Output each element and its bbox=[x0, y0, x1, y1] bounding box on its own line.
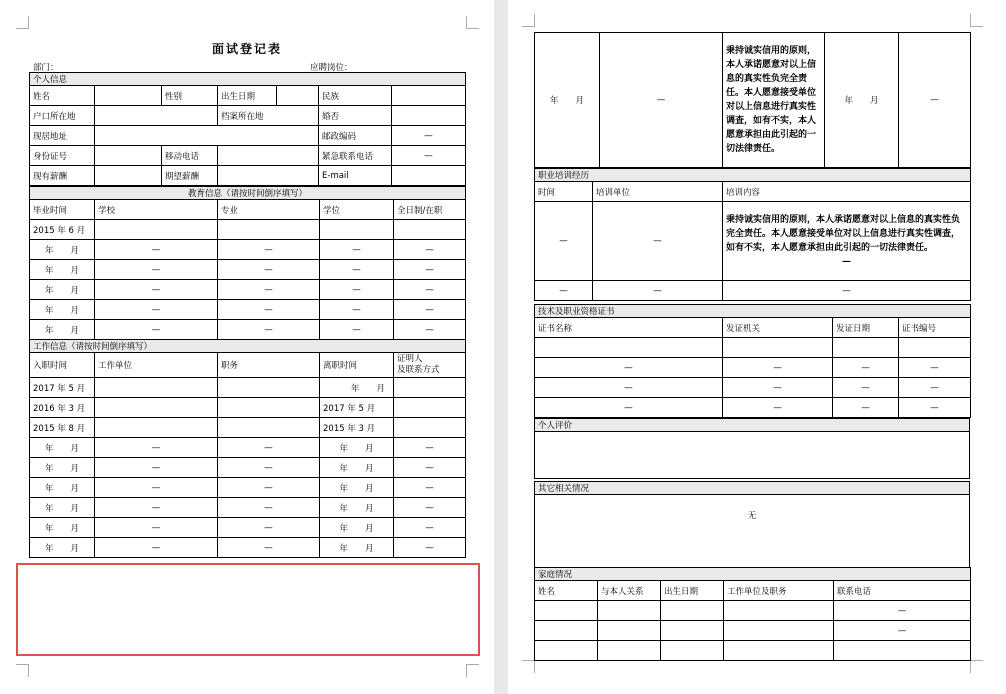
cell[interactable]: — bbox=[320, 260, 394, 280]
table-row bbox=[30, 498, 466, 518]
section-training: 职业培训经历 bbox=[535, 169, 971, 182]
cell[interactable] bbox=[95, 378, 218, 398]
cell[interactable]: — bbox=[833, 398, 899, 418]
cell[interactable]: 年 月 bbox=[30, 498, 95, 518]
section-personal-info: 个人信息 bbox=[30, 73, 466, 86]
cell[interactable]: — bbox=[394, 280, 466, 300]
label-file-location: 档案所在地 bbox=[218, 106, 319, 126]
pledge-text: 秉持诚实信用的原则，本人承诺愿意对以上信息的真实性负完全责任。本人愿意接受单位对以上信息进行真实性调查，如有不实，本人愿意承担由此引起的一切法律责任。 bbox=[723, 33, 825, 168]
field-name[interactable] bbox=[95, 86, 162, 106]
label-ethnicity: 民族 bbox=[319, 86, 392, 106]
cell[interactable]: — bbox=[394, 538, 466, 558]
header-cell: 培训单位 bbox=[593, 182, 723, 202]
cell[interactable] bbox=[724, 621, 834, 641]
cell[interactable] bbox=[834, 641, 971, 661]
cell[interactable]: — bbox=[218, 300, 320, 320]
header-cell: 学校 bbox=[95, 200, 218, 220]
cell[interactable]: 年 月 bbox=[30, 320, 95, 340]
crop-mark bbox=[16, 16, 29, 29]
table-row bbox=[30, 220, 466, 240]
pledge-dash: — bbox=[842, 257, 852, 267]
cell[interactable]: — bbox=[95, 538, 218, 558]
cell[interactable] bbox=[598, 641, 661, 661]
cell[interactable] bbox=[899, 338, 971, 358]
cell[interactable]: 2015 年 6 月 bbox=[30, 220, 95, 240]
cell[interactable]: — bbox=[394, 498, 466, 518]
cell[interactable]: — bbox=[95, 458, 218, 478]
table-row bbox=[30, 538, 466, 558]
pledge-cell bbox=[723, 202, 971, 281]
header-cell: 工作单位及职务 bbox=[724, 581, 834, 601]
cell[interactable]: 2017 年 5 月 bbox=[320, 398, 394, 418]
cell[interactable]: — bbox=[320, 300, 394, 320]
cell[interactable] bbox=[95, 398, 218, 418]
crop-mark bbox=[970, 660, 983, 673]
cell[interactable]: — bbox=[723, 281, 971, 301]
cell[interactable]: 2015 年 3 月 bbox=[320, 418, 394, 438]
field-email[interactable] bbox=[392, 166, 466, 186]
table-row bbox=[30, 378, 466, 398]
field-hukou[interactable] bbox=[95, 106, 218, 126]
header-cell: 入职时间 bbox=[30, 353, 95, 378]
cell[interactable]: — bbox=[218, 260, 320, 280]
cell[interactable]: — bbox=[833, 358, 899, 378]
header-cell: 发证机关 bbox=[723, 318, 833, 338]
field-expected-salary[interactable] bbox=[218, 166, 319, 186]
table-row bbox=[30, 438, 466, 458]
cell[interactable] bbox=[598, 621, 661, 641]
label-id-number: 身份证号 bbox=[30, 146, 95, 166]
field-ethnicity[interactable] bbox=[392, 86, 466, 106]
cell[interactable] bbox=[218, 378, 320, 398]
table-row bbox=[535, 338, 971, 358]
table-row bbox=[30, 398, 466, 418]
cell[interactable]: — bbox=[394, 300, 466, 320]
cell[interactable] bbox=[535, 641, 598, 661]
cell[interactable]: — bbox=[218, 240, 320, 260]
certificate-table bbox=[534, 304, 971, 418]
page-2 bbox=[508, 0, 1006, 694]
header-cell: 发证日期 bbox=[833, 318, 899, 338]
cell[interactable]: — bbox=[834, 621, 971, 641]
label-gender: 性别 bbox=[162, 86, 218, 106]
cell[interactable] bbox=[218, 398, 320, 418]
cell[interactable] bbox=[661, 641, 724, 661]
cell[interactable]: 年 月 bbox=[30, 240, 95, 260]
cell[interactable]: 年 月 bbox=[30, 538, 95, 558]
cell[interactable]: — bbox=[95, 438, 218, 458]
label-hukou: 户口所在地 bbox=[30, 106, 95, 126]
cell[interactable]: — bbox=[95, 260, 218, 280]
header-cell: 学位 bbox=[320, 200, 394, 220]
cell[interactable]: — bbox=[723, 398, 833, 418]
cell[interactable]: — bbox=[95, 280, 218, 300]
cell[interactable]: 年 月 bbox=[30, 300, 95, 320]
cell[interactable]: — bbox=[394, 438, 466, 458]
header-cell: 专业 bbox=[218, 200, 320, 220]
cell[interactable]: — bbox=[593, 281, 723, 301]
cell[interactable]: 年 月 bbox=[320, 458, 394, 478]
work-continuation-table bbox=[534, 32, 971, 168]
cell[interactable]: — bbox=[600, 33, 723, 168]
cell[interactable] bbox=[95, 220, 218, 240]
cell[interactable]: — bbox=[218, 478, 320, 498]
header-cell: 证书名称 bbox=[535, 318, 723, 338]
table-row bbox=[535, 378, 971, 398]
cell[interactable]: 2017 年 5 月 bbox=[30, 378, 95, 398]
cell[interactable]: — bbox=[535, 202, 593, 281]
crop-mark bbox=[522, 660, 535, 673]
cell[interactable]: — bbox=[218, 498, 320, 518]
header-cell: 毕业时间 bbox=[30, 200, 95, 220]
cell[interactable] bbox=[535, 338, 723, 358]
cell[interactable]: 年 月 bbox=[30, 280, 95, 300]
cell[interactable]: — bbox=[535, 358, 723, 378]
cell[interactable]: 年 月 bbox=[320, 438, 394, 458]
label-mobile: 移动电话 bbox=[162, 146, 218, 166]
cell[interactable]: 年 月 bbox=[320, 378, 394, 398]
table-row bbox=[30, 478, 466, 498]
cell[interactable] bbox=[723, 338, 833, 358]
table-row bbox=[30, 280, 466, 300]
table-row bbox=[30, 300, 466, 320]
cell[interactable]: 年 月 bbox=[320, 518, 394, 538]
field-emergency[interactable]: — bbox=[392, 146, 466, 166]
label-expected-salary: 期望薪酬 bbox=[162, 166, 218, 186]
cell[interactable] bbox=[320, 220, 394, 240]
page-1 bbox=[0, 0, 494, 694]
label-emergency: 紧急联系电话 bbox=[319, 146, 392, 166]
cell[interactable]: 年 月 bbox=[535, 33, 600, 168]
cell[interactable]: — bbox=[394, 240, 466, 260]
other-field[interactable]: 无 bbox=[535, 495, 970, 580]
table-row bbox=[535, 398, 971, 418]
cell[interactable] bbox=[661, 601, 724, 621]
cell[interactable]: — bbox=[899, 378, 971, 398]
cell[interactable]: 年 月 bbox=[30, 438, 95, 458]
cell[interactable]: — bbox=[218, 438, 320, 458]
form-title: 面试登记表 bbox=[211, 42, 282, 56]
field-address[interactable] bbox=[95, 126, 319, 146]
cell[interactable]: — bbox=[723, 358, 833, 378]
cell[interactable]: — bbox=[394, 518, 466, 538]
evaluation-table bbox=[534, 418, 970, 479]
crop-mark bbox=[522, 14, 535, 27]
header-cell: 与本人关系 bbox=[598, 581, 661, 601]
header-cell: 姓名 bbox=[535, 581, 598, 601]
cell[interactable]: 2015 年 8 月 bbox=[30, 418, 95, 438]
field-mobile[interactable] bbox=[218, 146, 319, 166]
header-cell: 时间 bbox=[535, 182, 593, 202]
cell[interactable] bbox=[394, 418, 466, 438]
cell[interactable] bbox=[535, 601, 598, 621]
cell[interactable]: — bbox=[723, 378, 833, 398]
label-postal: 邮政编码 bbox=[319, 126, 392, 146]
label-name: 姓名 bbox=[30, 86, 95, 106]
section-work: 工作信息（请按时间倒序填写） bbox=[30, 340, 466, 353]
cell[interactable] bbox=[394, 220, 466, 240]
table-row bbox=[535, 641, 971, 661]
table-row bbox=[30, 260, 466, 280]
table-row bbox=[30, 518, 466, 538]
cell[interactable]: 年 月 bbox=[30, 458, 95, 478]
cell[interactable] bbox=[724, 641, 834, 661]
cell[interactable]: 年 月 bbox=[320, 498, 394, 518]
section-family: 家庭情况 bbox=[535, 568, 971, 581]
section-evaluation: 个人评价 bbox=[535, 419, 970, 432]
header-cell: 全日制/在职 bbox=[394, 200, 466, 220]
header-cell: 职务 bbox=[218, 353, 320, 378]
cell[interactable]: — bbox=[833, 378, 899, 398]
family-table bbox=[534, 567, 971, 661]
cell[interactable]: — bbox=[899, 358, 971, 378]
pledge-text: 秉持诚实信用的原则，本人承诺愿意对以上信息的真实性负完全责任。本人愿意接受单位对以上信息进行真实性调查，如有不实，本人愿意承担由此引起的一切法律责任。 bbox=[726, 215, 961, 253]
cell[interactable]: 年 月 bbox=[30, 518, 95, 538]
cell[interactable]: — bbox=[394, 320, 466, 340]
section-education: 教育信息（请按时间倒序填写） bbox=[30, 187, 466, 200]
cell[interactable] bbox=[95, 418, 218, 438]
cell[interactable]: — bbox=[535, 378, 723, 398]
table-row bbox=[535, 621, 971, 641]
label-email: E-mail bbox=[319, 166, 392, 186]
cell[interactable] bbox=[724, 601, 834, 621]
label-address: 现居地址 bbox=[30, 126, 95, 146]
crop-mark bbox=[970, 14, 983, 27]
cell[interactable] bbox=[394, 398, 466, 418]
cell[interactable]: — bbox=[218, 538, 320, 558]
other-table bbox=[534, 481, 970, 580]
cell[interactable]: 年 月 bbox=[30, 478, 95, 498]
cell[interactable]: — bbox=[899, 398, 971, 418]
cell[interactable]: — bbox=[320, 280, 394, 300]
personal-info-table bbox=[29, 72, 466, 186]
cell[interactable]: — bbox=[95, 478, 218, 498]
header-cell: 联系电话 bbox=[834, 581, 971, 601]
table-row bbox=[535, 202, 971, 281]
cell[interactable]: 2016 年 3 月 bbox=[30, 398, 95, 418]
cell[interactable] bbox=[661, 621, 724, 641]
field-birth[interactable] bbox=[277, 86, 319, 106]
table-row bbox=[535, 358, 971, 378]
cell[interactable]: 年 月 bbox=[320, 538, 394, 558]
section-certificates: 技术及职业资格证书 bbox=[535, 305, 971, 318]
header-cell: 离职时间 bbox=[320, 353, 394, 378]
work-table bbox=[29, 339, 466, 558]
cell[interactable]: — bbox=[320, 320, 394, 340]
table-row bbox=[30, 418, 466, 438]
cell[interactable]: 年 月 bbox=[320, 478, 394, 498]
cell[interactable]: — bbox=[95, 240, 218, 260]
cell[interactable] bbox=[218, 418, 320, 438]
cell[interactable]: — bbox=[95, 498, 218, 518]
header-cell: 出生日期 bbox=[661, 581, 724, 601]
department-label: 部门： bbox=[33, 63, 59, 73]
cell[interactable]: — bbox=[535, 281, 593, 301]
table-row bbox=[535, 601, 971, 621]
cell[interactable]: — bbox=[394, 458, 466, 478]
cell[interactable]: — bbox=[95, 300, 218, 320]
cell[interactable] bbox=[598, 601, 661, 621]
cell[interactable]: — bbox=[394, 478, 466, 498]
cell[interactable]: — bbox=[95, 320, 218, 340]
table-row bbox=[30, 320, 466, 340]
cell[interactable]: — bbox=[320, 240, 394, 260]
field-marital[interactable] bbox=[392, 106, 466, 126]
cell[interactable]: 年 月 bbox=[30, 260, 95, 280]
cell[interactable] bbox=[394, 378, 466, 398]
cell[interactable]: — bbox=[394, 260, 466, 280]
cell[interactable]: — bbox=[95, 518, 218, 538]
crop-mark bbox=[16, 664, 29, 677]
field-id-number[interactable] bbox=[95, 146, 162, 166]
crop-mark bbox=[466, 16, 479, 29]
evaluation-field[interactable] bbox=[535, 432, 970, 479]
header-cell: 工作单位 bbox=[95, 353, 218, 378]
label-birth: 出生日期 bbox=[218, 86, 277, 106]
label-marital: 婚否 bbox=[319, 106, 392, 126]
cell[interactable]: — bbox=[593, 202, 723, 281]
field-postal[interactable]: — bbox=[392, 126, 466, 146]
table-row bbox=[30, 240, 466, 260]
section-other: 其它相关情况 bbox=[535, 482, 970, 495]
position-label: 应聘岗位： bbox=[310, 63, 353, 73]
cell[interactable] bbox=[218, 220, 320, 240]
selection-highlight bbox=[16, 563, 480, 656]
cell[interactable] bbox=[833, 338, 899, 358]
cell[interactable]: 年 月 bbox=[825, 33, 899, 168]
training-table bbox=[534, 168, 971, 301]
header-cell: 证书编号 bbox=[899, 318, 971, 338]
table-row bbox=[535, 281, 971, 301]
cell[interactable]: — bbox=[218, 458, 320, 478]
label-current-salary: 现有薪酬 bbox=[30, 166, 95, 186]
crop-mark bbox=[466, 664, 479, 677]
cell[interactable]: — bbox=[218, 280, 320, 300]
field-current-salary[interactable] bbox=[95, 166, 162, 186]
cell[interactable]: — bbox=[218, 320, 320, 340]
cell[interactable]: — bbox=[535, 398, 723, 418]
cell[interactable]: — bbox=[218, 518, 320, 538]
education-table bbox=[29, 186, 466, 340]
cell[interactable]: — bbox=[899, 33, 971, 168]
table-row bbox=[30, 458, 466, 478]
cell[interactable] bbox=[535, 621, 598, 641]
header-cell: 证明人 及联系方式 bbox=[394, 353, 466, 378]
header-cell: 培训内容 bbox=[723, 182, 971, 202]
cell[interactable]: — bbox=[834, 601, 971, 621]
